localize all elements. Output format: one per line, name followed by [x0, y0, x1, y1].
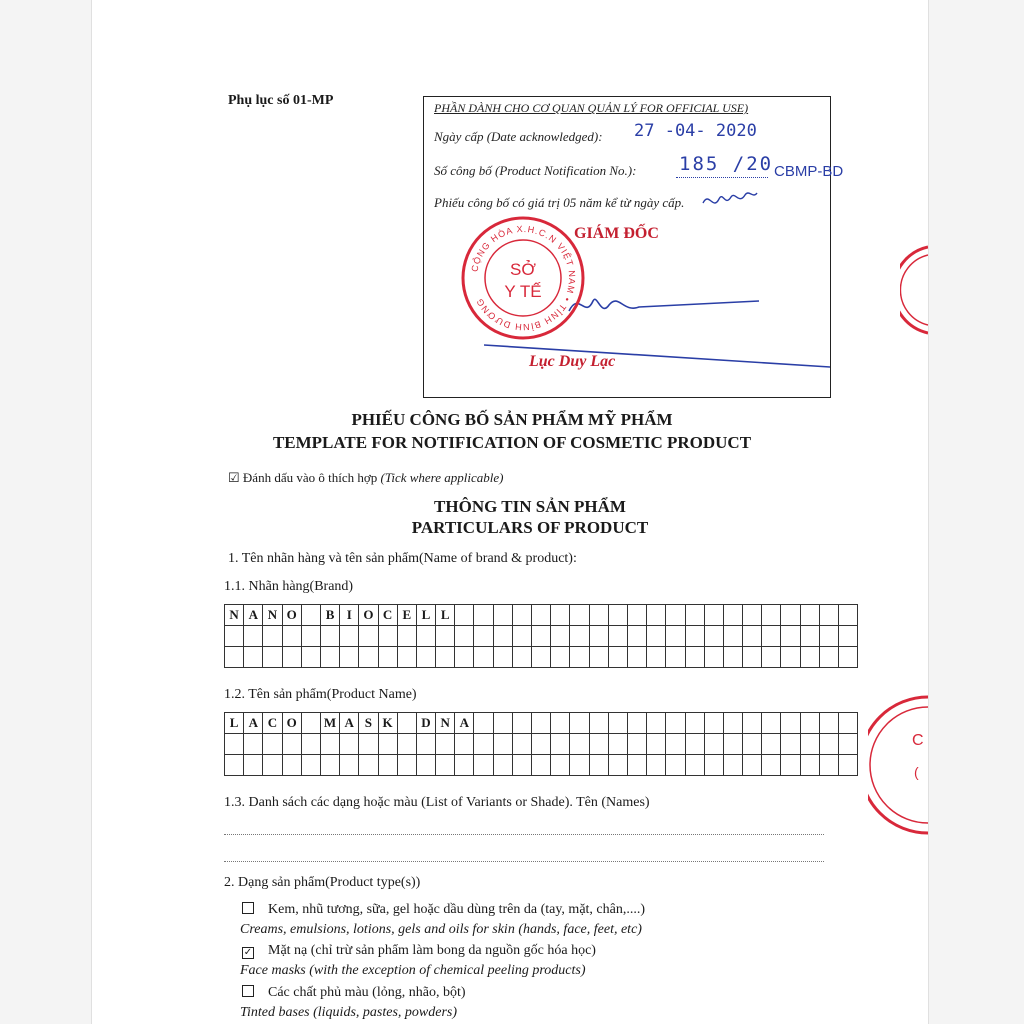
brand-cell[interactable]	[666, 626, 685, 647]
product-cell[interactable]	[263, 734, 282, 755]
brand-cell[interactable]	[685, 626, 704, 647]
brand-cell[interactable]	[340, 626, 359, 647]
product-cell[interactable]	[301, 734, 320, 755]
product-cell[interactable]	[608, 755, 627, 776]
product-cell[interactable]: K	[378, 713, 397, 734]
product-cell[interactable]	[320, 734, 339, 755]
product-cell[interactable]	[512, 755, 531, 776]
brand-grid[interactable]	[224, 604, 858, 668]
brand-cell[interactable]: O	[359, 605, 378, 626]
brand-cell[interactable]	[647, 605, 666, 626]
product-cell[interactable]	[493, 755, 512, 776]
product-grid[interactable]	[224, 712, 858, 776]
product-type-label-en: Face masks (with the exception of chemical peeling products)	[240, 963, 586, 978]
brand-cell[interactable]	[512, 605, 531, 626]
brand-cell[interactable]	[647, 626, 666, 647]
brand-cell[interactable]: B	[320, 605, 339, 626]
brand-cell[interactable]	[512, 626, 531, 647]
brand-cell[interactable]	[704, 647, 723, 668]
brand-cell[interactable]	[627, 605, 646, 626]
brand-cell[interactable]: A	[244, 605, 263, 626]
brand-cell[interactable]	[378, 647, 397, 668]
brand-cell[interactable]	[704, 626, 723, 647]
product-cell[interactable]	[819, 755, 838, 776]
product-cell[interactable]	[282, 755, 301, 776]
product-cell[interactable]	[666, 713, 685, 734]
brand-cell[interactable]: C	[378, 605, 397, 626]
product-cell[interactable]: S	[359, 713, 378, 734]
product-type-label-vi: Các chất phủ màu (lỏng, nhão, bột)	[268, 985, 466, 1000]
red-seal	[460, 215, 586, 341]
brand-cell[interactable]	[282, 647, 301, 668]
brand-cell[interactable]	[800, 647, 819, 668]
brand-cell[interactable]	[436, 647, 455, 668]
brand-cell[interactable]	[781, 647, 800, 668]
edge-seal-bottom	[868, 695, 928, 835]
product-cell[interactable]	[800, 734, 819, 755]
question-1-2: 1.2. Tên sản phẩm(Product Name)	[224, 687, 417, 702]
brand-cell[interactable]	[608, 626, 627, 647]
product-type-item	[242, 985, 466, 1001]
question-1: 1. Tên nhãn hàng và tên sản phẩm(Name of brand & product):	[228, 551, 577, 566]
brand-cell[interactable]	[378, 626, 397, 647]
brand-cell[interactable]	[244, 647, 263, 668]
section-title-vi: THÔNG TIN SẢN PHẨM	[434, 497, 626, 516]
product-cell[interactable]	[340, 755, 359, 776]
product-cell[interactable]	[627, 713, 646, 734]
brand-cell[interactable]	[819, 647, 838, 668]
brand-cell[interactable]	[474, 626, 493, 647]
product-cell[interactable]: A	[244, 713, 263, 734]
product-cell[interactable]	[359, 734, 378, 755]
brand-cell[interactable]	[532, 605, 551, 626]
brand-cell[interactable]	[647, 647, 666, 668]
product-cell[interactable]: L	[225, 713, 244, 734]
product-type-checkbox[interactable]: ✓	[243, 947, 253, 958]
product-cell[interactable]	[474, 713, 493, 734]
brand-cell[interactable]	[800, 605, 819, 626]
brand-cell[interactable]	[589, 647, 608, 668]
product-cell[interactable]	[704, 734, 723, 755]
product-type-label-vi: Mặt nạ (chỉ trừ sản phẩm làm bong da nguồn gốc hóa học)	[268, 943, 596, 958]
product-cell[interactable]	[647, 713, 666, 734]
brand-cell[interactable]	[819, 605, 838, 626]
product-cell[interactable]	[762, 734, 781, 755]
product-cell[interactable]	[800, 713, 819, 734]
initials-signature	[699, 185, 759, 215]
brand-cell[interactable]	[743, 626, 762, 647]
product-cell[interactable]	[225, 734, 244, 755]
question-2: 2. Dạng sản phẩm(Product type(s))	[224, 875, 421, 890]
brand-cell[interactable]	[512, 647, 531, 668]
product-cell[interactable]	[512, 713, 531, 734]
brand-cell[interactable]	[551, 626, 570, 647]
product-cell[interactable]	[589, 713, 608, 734]
product-cell[interactable]	[819, 734, 838, 755]
product-cell[interactable]	[570, 713, 589, 734]
brand-cell[interactable]	[455, 626, 474, 647]
brand-cell[interactable]	[244, 626, 263, 647]
product-cell[interactable]	[666, 755, 685, 776]
section-title-en: PARTICULARS OF PRODUCT	[411, 518, 649, 537]
seal-center-line1: SỞ	[510, 260, 536, 279]
svg-text:(: (	[914, 764, 919, 780]
brand-cell[interactable]	[839, 647, 858, 668]
product-cell[interactable]	[436, 755, 455, 776]
brand-cell[interactable]	[608, 647, 627, 668]
brand-cell[interactable]	[685, 647, 704, 668]
brand-cell[interactable]	[474, 647, 493, 668]
notification-number: 185 /20	[679, 153, 774, 175]
product-cell[interactable]	[723, 755, 742, 776]
product-cell[interactable]	[551, 755, 570, 776]
product-cell[interactable]	[493, 713, 512, 734]
brand-cell[interactable]	[493, 626, 512, 647]
brand-cell[interactable]	[570, 605, 589, 626]
product-cell[interactable]	[723, 713, 742, 734]
product-cell[interactable]	[551, 713, 570, 734]
brand-cell[interactable]	[608, 605, 627, 626]
brand-cell[interactable]	[704, 605, 723, 626]
brand-cell[interactable]: O	[282, 605, 301, 626]
product-cell[interactable]	[436, 734, 455, 755]
date-label: Ngày cấp (Date acknowledged):	[434, 129, 603, 144]
section-heading	[0, 496, 1024, 538]
product-cell[interactable]	[455, 734, 474, 755]
brand-cell[interactable]	[397, 626, 416, 647]
brand-cell[interactable]: E	[397, 605, 416, 626]
product-cell[interactable]	[570, 734, 589, 755]
product-cell[interactable]	[819, 713, 838, 734]
brand-cell[interactable]	[455, 605, 474, 626]
product-row	[225, 734, 858, 755]
signer-name: Lục Duy Lạc	[529, 353, 616, 370]
svg-text:C: C	[912, 732, 924, 749]
product-cell[interactable]	[762, 755, 781, 776]
brand-cell[interactable]: L	[436, 605, 455, 626]
brand-cell[interactable]	[436, 626, 455, 647]
brand-cell[interactable]	[685, 605, 704, 626]
product-cell[interactable]	[627, 734, 646, 755]
product-type-item	[242, 943, 596, 959]
brand-cell[interactable]	[359, 647, 378, 668]
product-cell[interactable]	[474, 734, 493, 755]
brand-cell[interactable]	[762, 647, 781, 668]
brand-cell[interactable]	[359, 626, 378, 647]
product-cell[interactable]	[378, 734, 397, 755]
brand-cell[interactable]	[551, 647, 570, 668]
product-cell[interactable]: A	[340, 713, 359, 734]
notification-dotline	[676, 177, 768, 178]
date-value: 27 -04- 2020	[634, 121, 757, 141]
brand-cell[interactable]	[743, 647, 762, 668]
brand-cell[interactable]	[320, 647, 339, 668]
tick-note-vi: Đánh dấu vào ô thích hợp	[242, 470, 378, 485]
product-cell[interactable]	[627, 755, 646, 776]
brand-cell[interactable]	[762, 605, 781, 626]
brand-cell[interactable]	[493, 647, 512, 668]
product-cell[interactable]	[647, 734, 666, 755]
notification-label: Số công bố (Product Notification No.):	[434, 163, 637, 178]
product-cell[interactable]	[359, 755, 378, 776]
brand-cell[interactable]	[225, 626, 244, 647]
brand-row	[225, 605, 858, 626]
product-cell[interactable]	[455, 755, 474, 776]
product-cell[interactable]: M	[320, 713, 339, 734]
product-cell[interactable]	[397, 755, 416, 776]
brand-cell[interactable]	[263, 647, 282, 668]
brand-cell[interactable]	[743, 605, 762, 626]
product-cell[interactable]	[532, 755, 551, 776]
brand-cell[interactable]: L	[416, 605, 435, 626]
product-cell[interactable]	[225, 755, 244, 776]
product-cell[interactable]: N	[436, 713, 455, 734]
product-cell[interactable]	[781, 713, 800, 734]
product-cell[interactable]	[263, 755, 282, 776]
product-cell[interactable]	[570, 755, 589, 776]
brand-cell[interactable]	[839, 626, 858, 647]
brand-cell[interactable]	[762, 626, 781, 647]
product-cell[interactable]: A	[455, 713, 474, 734]
product-cell[interactable]	[685, 755, 704, 776]
brand-cell[interactable]	[416, 626, 435, 647]
seal-ring-text: CỘNG HÒA X.H.C.N VIỆT NAM • TỈNH BÌNH DƯƠNG	[469, 223, 578, 333]
product-cell[interactable]	[244, 734, 263, 755]
product-cell[interactable]	[704, 713, 723, 734]
product-cell[interactable]	[320, 755, 339, 776]
product-cell[interactable]	[666, 734, 685, 755]
product-cell[interactable]	[282, 734, 301, 755]
title-vietnamese: PHIẾU CÔNG BỐ SẢN PHẨM MỸ PHẨM	[351, 410, 673, 429]
director-title: GIÁM ĐỐC	[574, 225, 659, 242]
product-type-label-en: Creams, emulsions, lotions, gels and oils for skin (hands, face, feet, etc)	[240, 922, 642, 937]
brand-cell[interactable]	[493, 605, 512, 626]
product-type-checkbox[interactable]	[242, 902, 254, 914]
brand-cell[interactable]	[340, 647, 359, 668]
product-cell[interactable]	[839, 734, 858, 755]
product-cell[interactable]	[608, 713, 627, 734]
product-cell[interactable]	[493, 734, 512, 755]
product-cell[interactable]	[397, 713, 416, 734]
product-cell[interactable]	[704, 755, 723, 776]
brand-cell[interactable]	[589, 605, 608, 626]
brand-cell[interactable]	[627, 647, 646, 668]
brand-cell[interactable]: N	[225, 605, 244, 626]
brand-cell[interactable]	[723, 647, 742, 668]
title-english: TEMPLATE FOR NOTIFICATION OF COSMETIC PRODUCT	[272, 433, 752, 452]
product-row	[225, 755, 858, 776]
product-type-label-en: Tinted bases (liquids, pastes, powders)	[240, 1005, 458, 1020]
notification-suffix: CBMP-BD	[774, 163, 844, 180]
product-cell[interactable]	[839, 713, 858, 734]
tick-note-en: (Tick where applicable)	[380, 470, 504, 485]
brand-cell[interactable]	[301, 647, 320, 668]
product-cell[interactable]	[723, 734, 742, 755]
product-cell[interactable]	[474, 755, 493, 776]
brand-cell[interactable]	[723, 626, 742, 647]
brand-cell[interactable]	[723, 605, 742, 626]
product-cell[interactable]: O	[282, 713, 301, 734]
variants-line-2[interactable]	[224, 860, 824, 862]
question-1-3: 1.3. Danh sách các dạng hoặc màu (List of Variants or Shade). Tên (Names)	[224, 795, 650, 810]
brand-row	[225, 647, 858, 668]
product-cell[interactable]	[800, 755, 819, 776]
edge-seal-top	[900, 245, 928, 335]
product-cell[interactable]	[781, 755, 800, 776]
brand-cell[interactable]	[301, 626, 320, 647]
product-cell[interactable]	[512, 734, 531, 755]
product-cell[interactable]	[743, 755, 762, 776]
brand-cell[interactable]: N	[263, 605, 282, 626]
question-1-1: 1.1. Nhãn hàng(Brand)	[224, 579, 354, 594]
product-cell[interactable]	[762, 713, 781, 734]
product-type-checkbox[interactable]	[242, 985, 254, 997]
product-cell[interactable]	[416, 755, 435, 776]
product-cell[interactable]	[685, 734, 704, 755]
brand-cell[interactable]	[532, 647, 551, 668]
product-cell[interactable]	[743, 713, 762, 734]
brand-cell[interactable]	[800, 626, 819, 647]
product-cell[interactable]	[532, 734, 551, 755]
product-cell[interactable]	[839, 755, 858, 776]
brand-cell[interactable]	[455, 647, 474, 668]
brand-cell[interactable]	[839, 605, 858, 626]
product-cell[interactable]	[589, 755, 608, 776]
validity-note: Phiếu công bố có giá trị 05 năm kể từ ngày cấp.	[434, 195, 685, 210]
product-cell[interactable]	[301, 755, 320, 776]
product-cell[interactable]	[378, 755, 397, 776]
product-cell[interactable]: D	[416, 713, 435, 734]
product-cell[interactable]	[685, 713, 704, 734]
product-cell[interactable]: C	[263, 713, 282, 734]
product-row	[225, 713, 858, 734]
brand-cell[interactable]	[666, 647, 685, 668]
product-cell[interactable]	[647, 755, 666, 776]
brand-cell[interactable]	[282, 626, 301, 647]
brand-cell[interactable]	[819, 626, 838, 647]
brand-cell[interactable]	[301, 605, 320, 626]
product-cell[interactable]	[589, 734, 608, 755]
brand-row	[225, 626, 858, 647]
brand-cell[interactable]	[416, 647, 435, 668]
brand-cell[interactable]	[320, 626, 339, 647]
product-cell[interactable]	[743, 734, 762, 755]
seal-center-line2: Y TẾ	[504, 282, 542, 301]
product-cell[interactable]	[608, 734, 627, 755]
brand-cell[interactable]	[589, 626, 608, 647]
product-cell[interactable]	[397, 734, 416, 755]
product-cell[interactable]	[416, 734, 435, 755]
appendix-label: Phụ lục số 01-MP	[228, 93, 334, 108]
product-cell[interactable]	[244, 755, 263, 776]
product-cell[interactable]	[340, 734, 359, 755]
brand-cell[interactable]	[263, 626, 282, 647]
product-cell[interactable]	[532, 713, 551, 734]
brand-cell[interactable]	[570, 626, 589, 647]
brand-cell[interactable]	[781, 605, 800, 626]
brand-cell[interactable]	[551, 605, 570, 626]
tick-box-icon: ☑	[228, 470, 240, 485]
official-header: PHẦN DÀNH CHO CƠ QUAN QUẢN LÝ FOR OFFICIAL USE)	[434, 101, 749, 115]
variants-line-1[interactable]	[224, 833, 824, 835]
tick-note	[228, 470, 503, 486]
brand-cell[interactable]: I	[340, 605, 359, 626]
brand-cell[interactable]	[474, 605, 493, 626]
brand-cell[interactable]	[781, 626, 800, 647]
product-cell[interactable]	[551, 734, 570, 755]
brand-cell[interactable]	[570, 647, 589, 668]
brand-cell[interactable]	[532, 626, 551, 647]
brand-cell[interactable]	[397, 647, 416, 668]
brand-cell[interactable]	[666, 605, 685, 626]
brand-cell[interactable]	[627, 626, 646, 647]
product-type-label-vi: Kem, nhũ tương, sữa, gel hoặc dầu dùng trên da (tay, mặt, chân,....)	[268, 902, 646, 917]
brand-cell[interactable]	[225, 647, 244, 668]
product-cell[interactable]	[301, 713, 320, 734]
product-cell[interactable]	[781, 734, 800, 755]
product-type-item	[242, 902, 645, 918]
